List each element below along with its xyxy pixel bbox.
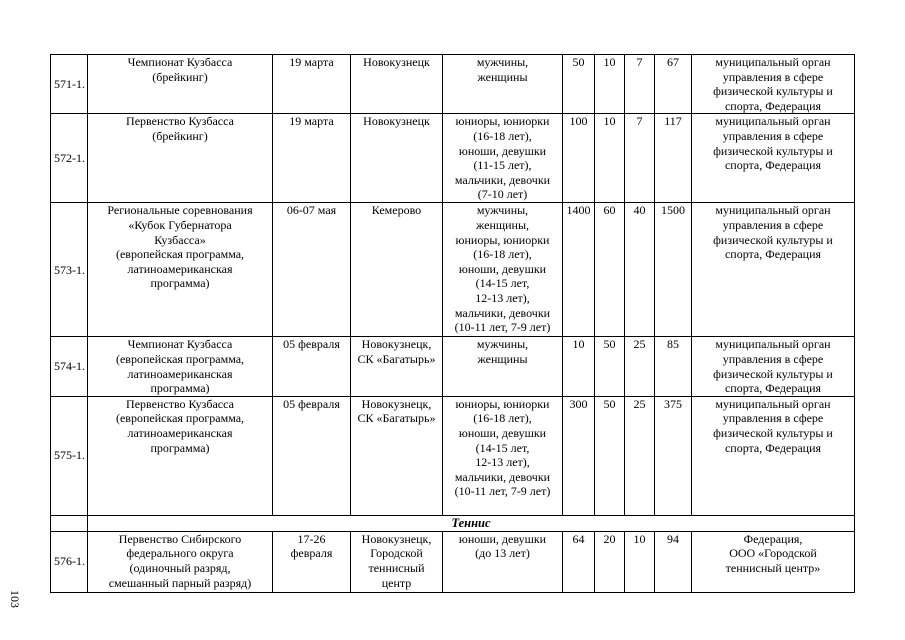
- event-name-line: Первенство Кузбасса: [126, 114, 234, 129]
- event-participants-line: мальчики, девочки: [454, 305, 551, 320]
- event-place-line: Кемерово: [371, 203, 422, 218]
- table-row: [51, 531, 855, 592]
- event-name-line: программа): [150, 440, 210, 455]
- event-place: [351, 396, 443, 515]
- event-participants: [443, 55, 563, 114]
- event-name-line: (европейская программа,: [115, 247, 245, 262]
- count-col-1: 10: [563, 337, 595, 396]
- event-participants-line: юниоры, юниорки: [455, 396, 550, 411]
- event-organizer-line: спорта, Федерация: [724, 440, 822, 455]
- event-participants-line: 12-13 лет),: [475, 290, 530, 305]
- row-number: 575-1.: [51, 396, 88, 515]
- table-row: [51, 396, 855, 515]
- event-organizer-line: управления в сфере: [722, 411, 824, 426]
- events-table: [50, 54, 855, 593]
- count-total: 1500: [655, 203, 692, 337]
- event-organizer-line: физической культуры и: [713, 232, 833, 247]
- event-participants-line: (16-18 лет),: [473, 128, 532, 143]
- event-name-line: Кузбасса»: [154, 232, 206, 247]
- event-date-line: 06-07 мая: [286, 203, 337, 218]
- event-participants-line: юниоры, юниорки: [455, 114, 550, 129]
- event-name-line: Региональные соревнования: [107, 203, 253, 218]
- table-row: [51, 203, 855, 337]
- event-participants-line: мальчики, девочки: [454, 469, 551, 484]
- event-place-line: Новокузнецк,: [361, 337, 432, 352]
- table-row: [51, 55, 855, 114]
- event-organizer-line: физической культуры и: [713, 366, 833, 381]
- event-organizer: [692, 396, 855, 515]
- count-col-2: 20: [595, 531, 625, 592]
- page-number: 103: [8, 590, 22, 608]
- event-participants-line: мужчины,: [476, 55, 529, 69]
- event-participants-line: (11-15 лет),: [473, 158, 532, 173]
- event-participants-line: (10-11 лет, 7-9 лет): [454, 320, 551, 335]
- event-name: [88, 396, 273, 515]
- event-participants-line: юноши, девушки: [458, 425, 547, 440]
- event-name-line: латиноамериканская: [127, 425, 233, 440]
- event-participants-line: (7-10 лет): [477, 187, 528, 202]
- event-name-line: (европейская программа,: [115, 351, 245, 366]
- event-place-line: Новокузнецк: [363, 114, 430, 129]
- event-participants-line: (14-15 лет,: [475, 440, 530, 455]
- count-col-1: 100: [563, 114, 595, 203]
- event-organizer: [692, 203, 855, 337]
- event-date-line: 05 февраля: [283, 396, 340, 411]
- count-col-2: 50: [595, 337, 625, 396]
- count-total: 85: [655, 337, 692, 396]
- event-participants: [443, 114, 563, 203]
- event-organizer-line: муниципальный орган: [715, 337, 831, 352]
- event-participants: [443, 203, 563, 337]
- event-participants-line: женщины,: [475, 217, 530, 232]
- event-name-line: смешанный парный разряд): [108, 575, 252, 590]
- event-organizer-line: спорта, Федерация: [724, 98, 822, 113]
- event-name: [88, 531, 273, 592]
- event-place-line: Городской: [370, 546, 423, 561]
- table-row: [51, 114, 855, 203]
- event-place-line: СК «Багатырь»: [357, 351, 436, 366]
- event-organizer-line: спорта, Федерация: [724, 381, 822, 396]
- event-date-line: 19 марта: [289, 55, 334, 69]
- event-organizer-line: муниципальный орган: [715, 203, 831, 218]
- event-organizer-line: Федерация,: [743, 531, 803, 546]
- count-col-1: 300: [563, 396, 595, 515]
- event-place-line: СК «Багатырь»: [357, 411, 436, 426]
- events-table-body: [51, 55, 855, 593]
- event-organizer: [692, 114, 855, 203]
- event-organizer-line: теннисный центр»: [725, 560, 821, 575]
- event-participants-line: женщины: [477, 69, 528, 84]
- count-total: 67: [655, 55, 692, 114]
- count-total: 375: [655, 396, 692, 515]
- event-date-line: 05 февраля: [283, 337, 340, 352]
- event-name: [88, 55, 273, 114]
- count-col-3: 25: [625, 337, 655, 396]
- event-date: [273, 114, 351, 203]
- event-organizer-line: физической культуры и: [713, 425, 833, 440]
- event-name-line: «Кубок Губернатора: [128, 217, 232, 232]
- count-col-3: 40: [625, 203, 655, 337]
- event-organizer-line: физической культуры и: [713, 84, 833, 99]
- event-organizer-line: управления в сфере: [722, 351, 824, 366]
- row-number: 576-1.: [51, 531, 88, 592]
- count-total: 117: [655, 114, 692, 203]
- event-organizer: [692, 337, 855, 396]
- event-name: [88, 203, 273, 337]
- section-number-cell: [51, 515, 88, 531]
- event-participants-line: 12-13 лет),: [475, 455, 530, 470]
- event-date-line: 19 марта: [289, 114, 334, 129]
- event-place-line: Новокузнецк,: [361, 396, 432, 411]
- count-col-2: 60: [595, 203, 625, 337]
- event-name-line: Чемпионат Кузбасса: [127, 337, 233, 352]
- event-name-line: (брейкинг): [152, 69, 208, 84]
- event-name-line: (европейская программа,: [115, 411, 245, 426]
- event-participants-line: мужчины,: [476, 337, 529, 352]
- event-name-line: латиноамериканская: [127, 261, 233, 276]
- event-name: [88, 114, 273, 203]
- event-participants-line: мужчины,: [476, 203, 529, 218]
- event-organizer-line: управления в сфере: [722, 69, 824, 84]
- event-place: [351, 203, 443, 337]
- event-place: [351, 55, 443, 114]
- row-number: 573-1.: [51, 203, 88, 337]
- event-participants-line: женщины: [477, 351, 528, 366]
- count-col-2: 10: [595, 114, 625, 203]
- event-place-line: Новокузнецк,: [361, 531, 432, 546]
- row-number: 571-1.: [51, 55, 88, 114]
- event-organizer-line: муниципальный орган: [715, 114, 831, 129]
- event-participants-line: (16-18 лет),: [473, 411, 532, 426]
- event-date-line: февраля: [290, 546, 333, 561]
- event-organizer-line: управления в сфере: [722, 217, 824, 232]
- event-place: [351, 337, 443, 396]
- count-col-3: 7: [625, 114, 655, 203]
- event-participants-line: (16-18 лет),: [473, 247, 532, 262]
- event-organizer-line: муниципальный орган: [715, 396, 831, 411]
- event-organizer: [692, 531, 855, 592]
- event-date: [273, 55, 351, 114]
- count-col-3: 7: [625, 55, 655, 114]
- event-participants-line: (14-15 лет,: [475, 276, 530, 291]
- event-participants: [443, 337, 563, 396]
- event-name-line: (одиночный разряд,: [129, 560, 231, 575]
- event-place-line: центр: [381, 575, 412, 590]
- event-participants-line: юноши, девушки: [458, 143, 547, 158]
- event-name-line: Первенство Кузбасса: [126, 396, 234, 411]
- event-organizer: [692, 55, 855, 114]
- event-place: [351, 114, 443, 203]
- event-name-line: (брейкинг): [152, 128, 208, 143]
- event-participants-line: (до 13 лет): [475, 546, 530, 561]
- event-place: [351, 531, 443, 592]
- row-number: 574-1.: [51, 337, 88, 396]
- count-col-3: 10: [625, 531, 655, 592]
- event-name-line: федерального округа: [126, 546, 234, 561]
- event-organizer-line: спорта, Федерация: [724, 158, 822, 173]
- event-name-line: программа): [150, 381, 210, 396]
- event-participants-line: юниоры, юниорки: [455, 232, 550, 247]
- count-col-3: 25: [625, 396, 655, 515]
- event-date-line: 17-26: [297, 531, 326, 546]
- event-organizer-line: управления в сфере: [722, 128, 824, 143]
- event-participants-line: юноши, девушки: [458, 261, 547, 276]
- event-organizer-line: ООО «Городской: [729, 546, 817, 561]
- event-place-line: теннисный: [368, 560, 425, 575]
- count-col-1: 1400: [563, 203, 595, 337]
- count-col-2: 50: [595, 396, 625, 515]
- section-row: [51, 515, 855, 531]
- event-participants-line: юноши, девушки: [458, 531, 547, 546]
- row-number: 572-1.: [51, 114, 88, 203]
- event-participants-line: мальчики, девочки: [454, 172, 551, 187]
- event-place-line: Новокузнецк: [363, 55, 430, 69]
- count-col-1: 64: [563, 531, 595, 592]
- event-name-line: программа): [150, 276, 210, 291]
- event-organizer-line: физической культуры и: [713, 143, 833, 158]
- count-col-1: 50: [563, 55, 595, 114]
- event-name-line: латиноамериканская: [127, 366, 233, 381]
- section-title: Теннис: [88, 515, 855, 531]
- event-participants: [443, 396, 563, 515]
- event-participants-line: (10-11 лет, 7-9 лет): [454, 484, 551, 499]
- event-organizer-line: муниципальный орган: [715, 55, 831, 69]
- event-date: [273, 203, 351, 337]
- table-row: [51, 337, 855, 396]
- count-col-2: 10: [595, 55, 625, 114]
- event-date: [273, 337, 351, 396]
- count-total: 94: [655, 531, 692, 592]
- event-date: [273, 531, 351, 592]
- event-participants: [443, 531, 563, 592]
- event-name-line: Чемпионат Кузбасса: [127, 55, 233, 69]
- event-name: [88, 337, 273, 396]
- event-date: [273, 396, 351, 515]
- event-name-line: Первенство Сибирского: [118, 531, 242, 546]
- event-organizer-line: спорта, Федерация: [724, 247, 822, 262]
